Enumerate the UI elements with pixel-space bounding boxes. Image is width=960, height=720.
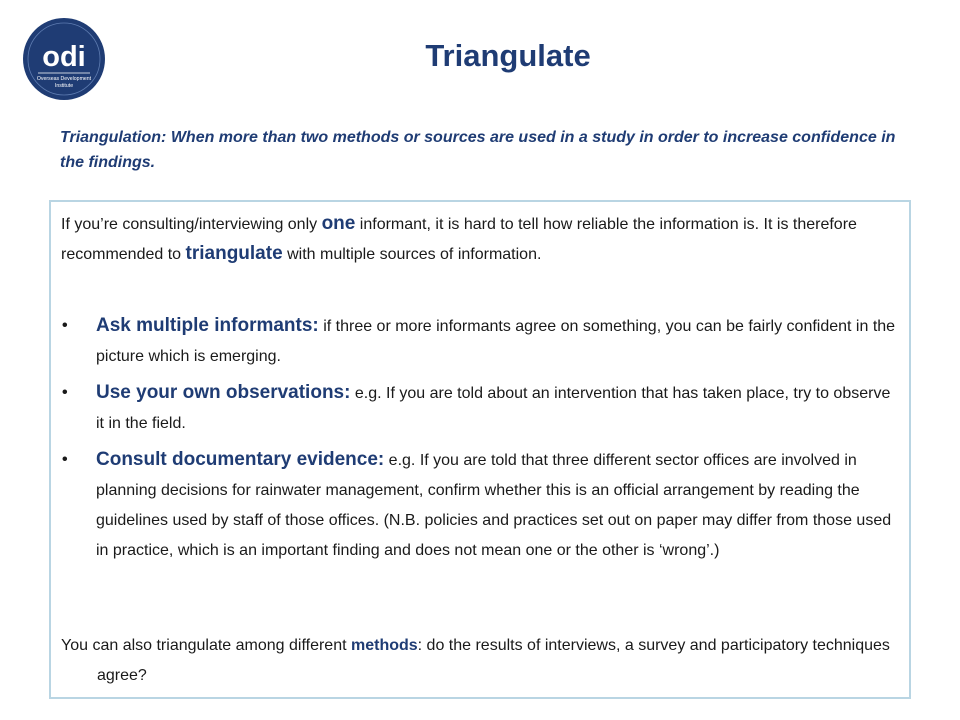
bullet-text: if three or more informants agree on something, you can be fairly confident in the picture which is emerging. — [96, 318, 896, 365]
list-item — [51, 445, 901, 566]
bullet-icon: • — [62, 451, 68, 468]
keyword-one: one — [321, 213, 356, 234]
list-item — [51, 311, 901, 372]
closing-text-end: : do the results of interviews, a survey and participatory techniques agree? — [97, 637, 890, 684]
bullet-list — [51, 311, 901, 572]
list-item — [51, 378, 901, 439]
logo-wordmark: odi — [42, 41, 86, 73]
logo-org-line2: Institute — [54, 83, 74, 89]
bullet-lead: Ask multiple informants: — [96, 315, 319, 336]
intro-text-start: If you’re consulting/interviewing only — [61, 216, 322, 233]
bullet-lead: Use your own observations: — [96, 382, 351, 403]
intro-text-end: with multiple sources of information. — [282, 246, 542, 263]
keyword-triangulate: triangulate — [185, 243, 283, 264]
logo-org-line1: Overseas Development — [36, 76, 92, 82]
keyword-methods: methods — [350, 637, 418, 654]
closing-text-start: You can also triangulate among different — [61, 637, 351, 654]
page-title: Triangulate — [425, 38, 591, 73]
content-box — [49, 200, 911, 699]
bullet-icon: • — [62, 317, 68, 334]
intro-paragraph — [61, 209, 891, 269]
bullet-text: e.g. If you are told about an intervention that has taken place, try to observe it in the field. — [96, 385, 891, 432]
bullet-text: e.g. If you are told that three different sector offices are involved in planning decisions for rainwater management, confirm whether this is an official arrangement by reading the guidelines used by staff of those offices. (N.B. policies and practices set out on paper may differ from those used in practice, which is an important finding and does not mean one or the other is ‘wrong’.) — [96, 452, 892, 559]
bullet-icon: • — [62, 384, 68, 401]
closing-paragraph — [61, 631, 927, 691]
intro-text-middle: informant, it is hard to tell how reliable the information is. It is therefore recommended to — [61, 216, 857, 263]
definition-text: Triangulation: When more than two methods or sources are used in a study in order to increase confidence in the findings. — [60, 129, 896, 171]
bullet-lead: Consult documentary evidence: — [96, 449, 385, 470]
